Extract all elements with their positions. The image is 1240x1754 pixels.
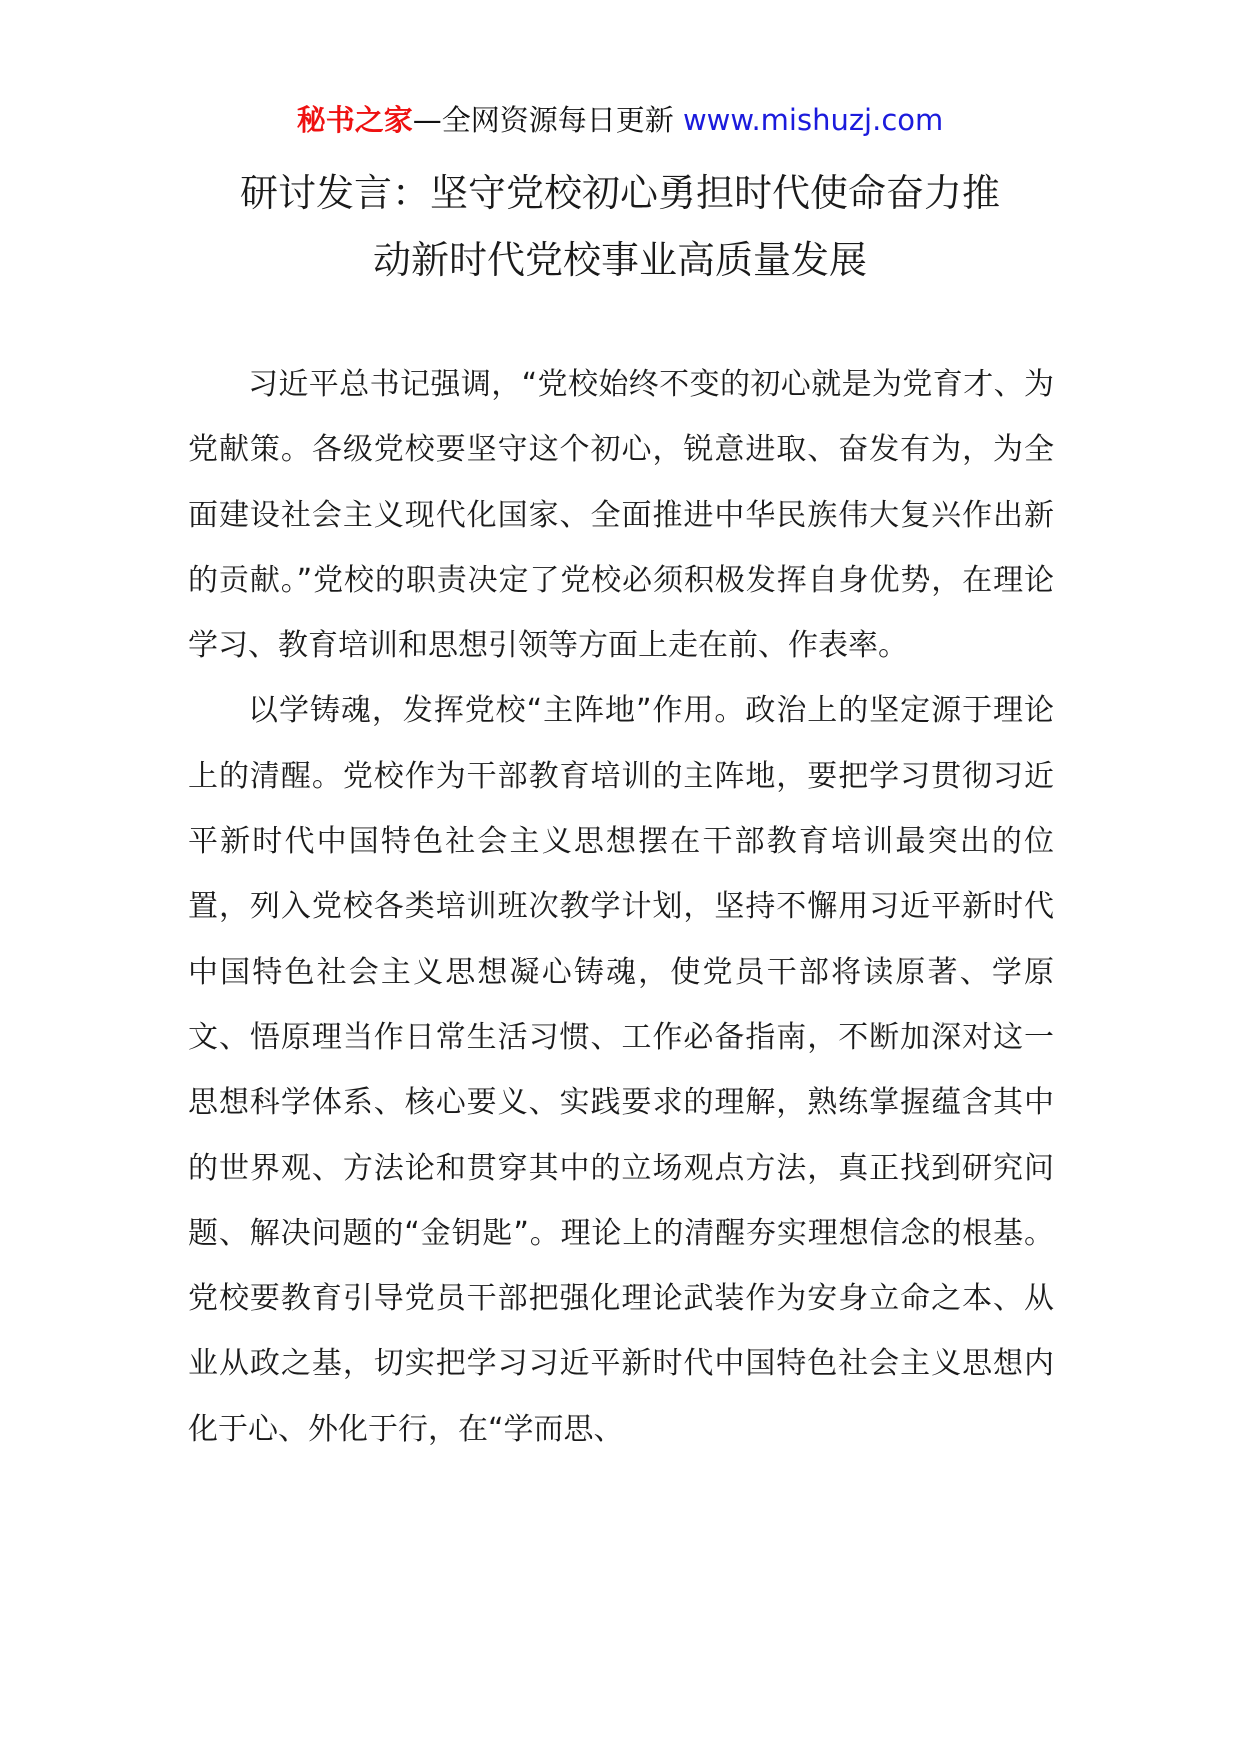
paragraph-main-position: 以学铸魂，发挥党校“主阵地”作用。政治上的坚定源于理论上的清醒。党校作为干部教育培训的主阵地，要把学习贯彻习近平新时代中国特色社会主义思想摆在干部教育培训最突出的位置，列入党校各类培训班次教学计划，坚持不懈用习近平新时代中国特色社会主义思想凝心铸魂，使党员干部将读原著、学原文、悟原理当作日常生活习惯、工作必备指南，不断加深对这一思想科学体系、核心要义、实践要求的理解，熟练掌握蕴含其中的世界观、方法论和贯穿其中的立场观点方法，真正找到研究问题、解决问题的“金钥匙”。理论上的清醒夯实理想信念的根基。党校要教育引导党员干部把强化理论武装作为安身立命之本、从业从政之基，切实把学习习近平新时代中国特色社会主义思想内化于心、外化于行，在“学而思、 bbox=[188, 693, 1054, 1447]
brand-name: 秘书之家 bbox=[296, 103, 413, 137]
site-header bbox=[0, 100, 1240, 140]
paragraph-intro: 习近平总书记强调，“党校始终不变的初心就是为党育才、为党献策。各级党校要坚守这个初心，锐意进取、奋发有为，为全面建设社会主义现代化国家、全面推进中华民族伟大复兴作出新的贡献。”党校的职责决定了党校必须积极发挥自身优势，在理论学习、教育培训和思想引领等方面上走在前、作表率。 bbox=[188, 367, 1054, 664]
document-body bbox=[188, 352, 1054, 1462]
title-line-1: 研讨发言：坚守党校初心勇担时代使命奋力推 bbox=[239, 171, 1000, 215]
title-line-2: 动新时代党校事业高质量发展 bbox=[372, 238, 867, 282]
document-title bbox=[140, 160, 1100, 294]
site-url-link[interactable]: www.mishuzj.com bbox=[682, 103, 944, 137]
header-tagline: —全网资源每日更新 bbox=[412, 103, 674, 137]
